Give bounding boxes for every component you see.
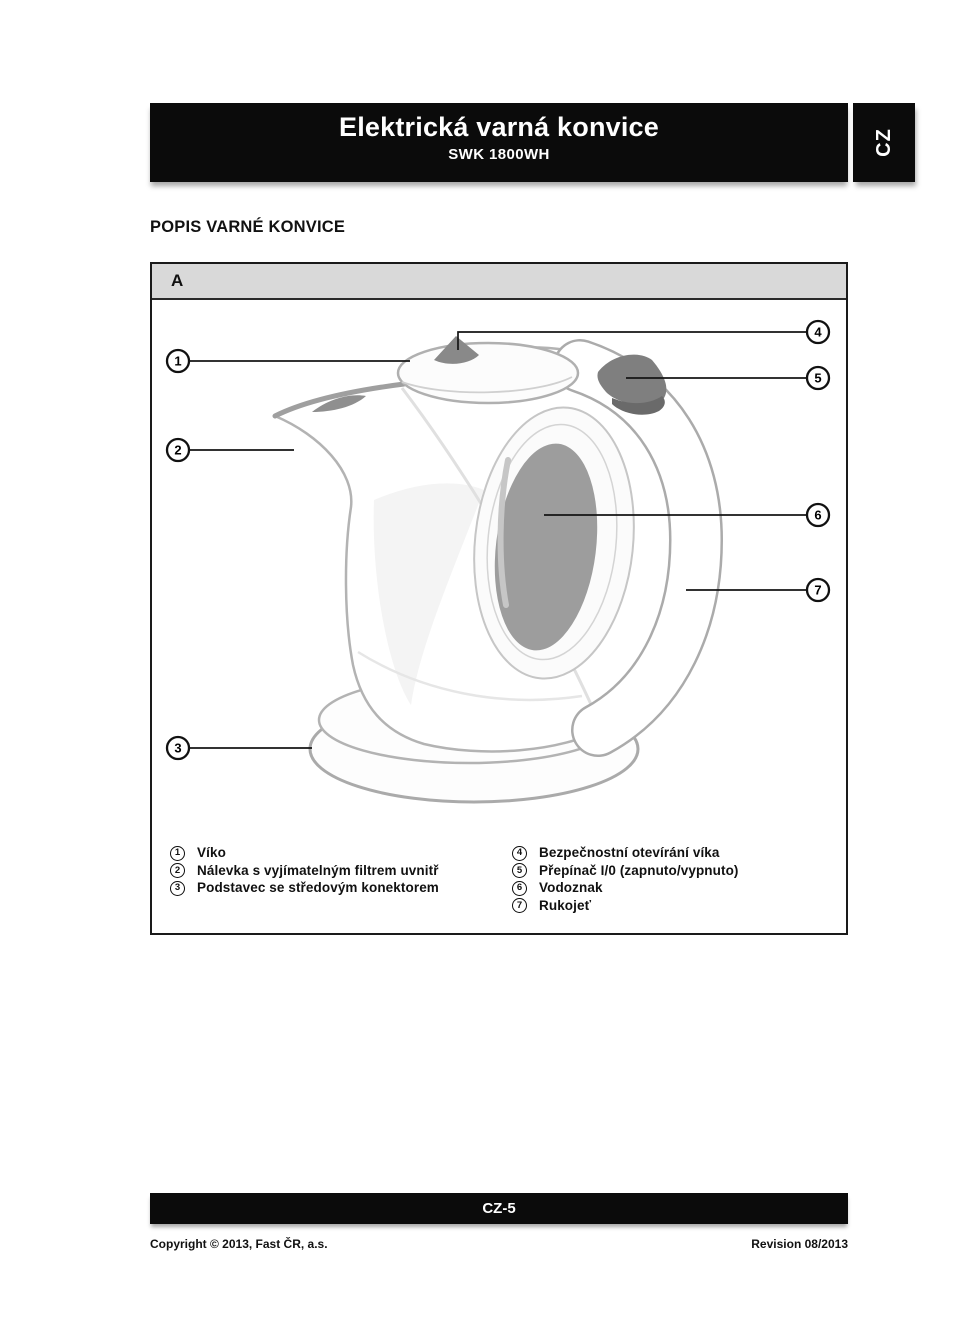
callout-4: [807, 321, 829, 343]
legend-label-3: Podstavec se středovým konektorem: [197, 880, 439, 895]
callout-7-num: 7: [814, 582, 822, 598]
legend-item-1: [170, 845, 512, 863]
legend-num-4: 4: [512, 846, 527, 861]
legend-label-4: Bezpečnostní otevírání víka: [539, 845, 720, 860]
kettle-lid: [398, 343, 578, 403]
callout-2: [167, 439, 189, 461]
legend-num-1: 1: [170, 846, 185, 861]
callout-3: [167, 737, 189, 759]
callout-7: [807, 579, 829, 601]
callout-6: [807, 504, 829, 526]
legend-label-7: Rukojeť: [539, 897, 592, 913]
callout-1: [167, 350, 189, 372]
kettle-diagram: [152, 300, 846, 933]
diagram-panel-label: A: [171, 271, 184, 290]
legend-num-6: 6: [512, 881, 527, 896]
legend-num-2: 2: [170, 863, 185, 878]
diagram-panel: [150, 262, 848, 935]
revision-text: Revision 08/2013: [751, 1237, 848, 1251]
legend-label-5: Přepínač I/0 (zapnuto/vypnuto): [539, 862, 739, 878]
page-title: Elektrická varná konvice: [339, 112, 659, 142]
language-tab-label: CZ: [872, 128, 895, 157]
page-number: CZ-5: [482, 1200, 516, 1217]
diagram-panel-header: [152, 264, 846, 300]
callout-6-num: 6: [814, 507, 822, 523]
legend-num-5: 5: [512, 863, 527, 878]
model-number: SWK 1800WH: [448, 146, 550, 163]
callout-4-num: 4: [814, 324, 822, 340]
footer-meta: [150, 1237, 848, 1251]
callout-5-num: 5: [814, 370, 822, 386]
legend-column-right: [512, 845, 840, 915]
callout-1-num: 1: [174, 353, 182, 369]
legend-num-7: 7: [512, 898, 527, 913]
legend-item-7: [512, 898, 840, 916]
section-title: POPIS VARNÉ KONVICE: [150, 218, 346, 236]
legend-item-4: [512, 845, 840, 863]
callout-2-num: 2: [174, 442, 182, 458]
legend-item-3: [170, 880, 512, 898]
callout-3-num: 3: [174, 740, 182, 756]
legend-item-5: [512, 863, 840, 881]
legend-column-left: [170, 845, 512, 915]
legend-num-3: 3: [170, 881, 185, 896]
header-bar: [150, 103, 848, 182]
copyright-text: Copyright © 2013, Fast ČR, a.s.: [150, 1237, 328, 1251]
legend-label-1: Víko: [197, 845, 226, 860]
diagram-panel-body: [152, 300, 846, 933]
callout-5: [807, 367, 829, 389]
legend-label-2: Nálevka s vyjímatelným filtrem uvnitř: [197, 862, 439, 878]
legend-item-6: [512, 880, 840, 898]
legend-item-2: [170, 863, 512, 881]
language-tab: [853, 103, 915, 182]
legend: [170, 845, 840, 915]
footer-page-bar: [150, 1193, 848, 1224]
legend-label-6: Vodoznak: [539, 880, 603, 895]
